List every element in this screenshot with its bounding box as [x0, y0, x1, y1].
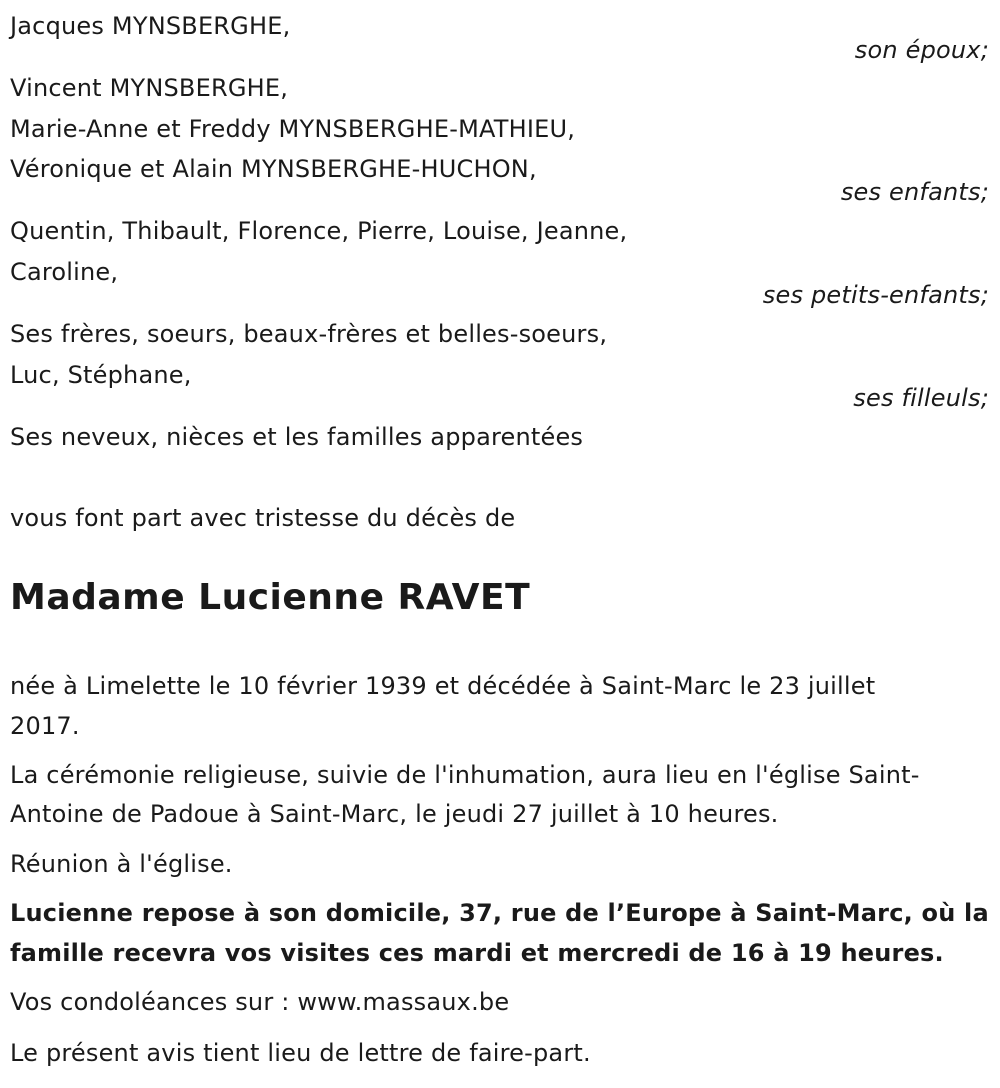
announcement-text: vous font part avec tristesse du décès de [10, 504, 516, 532]
family-role-spouse: son époux; [854, 36, 989, 64]
family-line: Caroline, [10, 258, 119, 286]
family-line: Ses frères, soeurs, beaux-frères et belles-soeurs, [10, 320, 608, 348]
reunion-text: Réunion à l'église. [10, 850, 233, 878]
family-line: Jacques MYNSBERGHE, [10, 12, 291, 40]
notice-text: Le présent avis tient lieu de lettre de faire-part. [10, 1039, 591, 1067]
family-line: Luc, Stéphane, [10, 361, 192, 389]
family-line: Marie-Anne et Freddy MYNSBERGHE-MATHIEU, [10, 115, 576, 143]
family-line: Vincent MYNSBERGHE, [10, 74, 289, 102]
birth-death-line: 2017. [10, 712, 80, 740]
visits-line: Lucienne repose à son domicile, 37, rue de l’Europe à Saint-Marc, où la [10, 899, 989, 927]
condolences-text: Vos condoléances sur : www.massaux.be [10, 988, 510, 1016]
family-role-grandchildren: ses petits-enfants; [762, 281, 989, 309]
family-role-children: ses enfants; [840, 178, 989, 206]
family-line: Quentin, Thibault, Florence, Pierre, Louise, Jeanne, [10, 217, 628, 245]
family-role-godchildren: ses filleuls; [853, 384, 989, 412]
birth-death-line: née à Limelette le 10 février 1939 et décédée à Saint-Marc le 23 juillet [10, 672, 876, 700]
family-line: Véronique et Alain MYNSBERGHE-HUCHON, [10, 155, 537, 183]
ceremony-line: La cérémonie religieuse, suivie de l'inhumation, aura lieu en l'église Saint- [10, 761, 920, 789]
deceased-name: Madame Lucienne RAVET [10, 577, 531, 618]
visits-line: famille recevra vos visites ces mardi et mercredi de 16 à 19 heures. [10, 939, 944, 967]
family-line: Ses neveux, nièces et les familles apparentées [10, 423, 584, 451]
ceremony-line: Antoine de Padoue à Saint-Marc, le jeudi 27 juillet à 10 heures. [10, 800, 779, 828]
